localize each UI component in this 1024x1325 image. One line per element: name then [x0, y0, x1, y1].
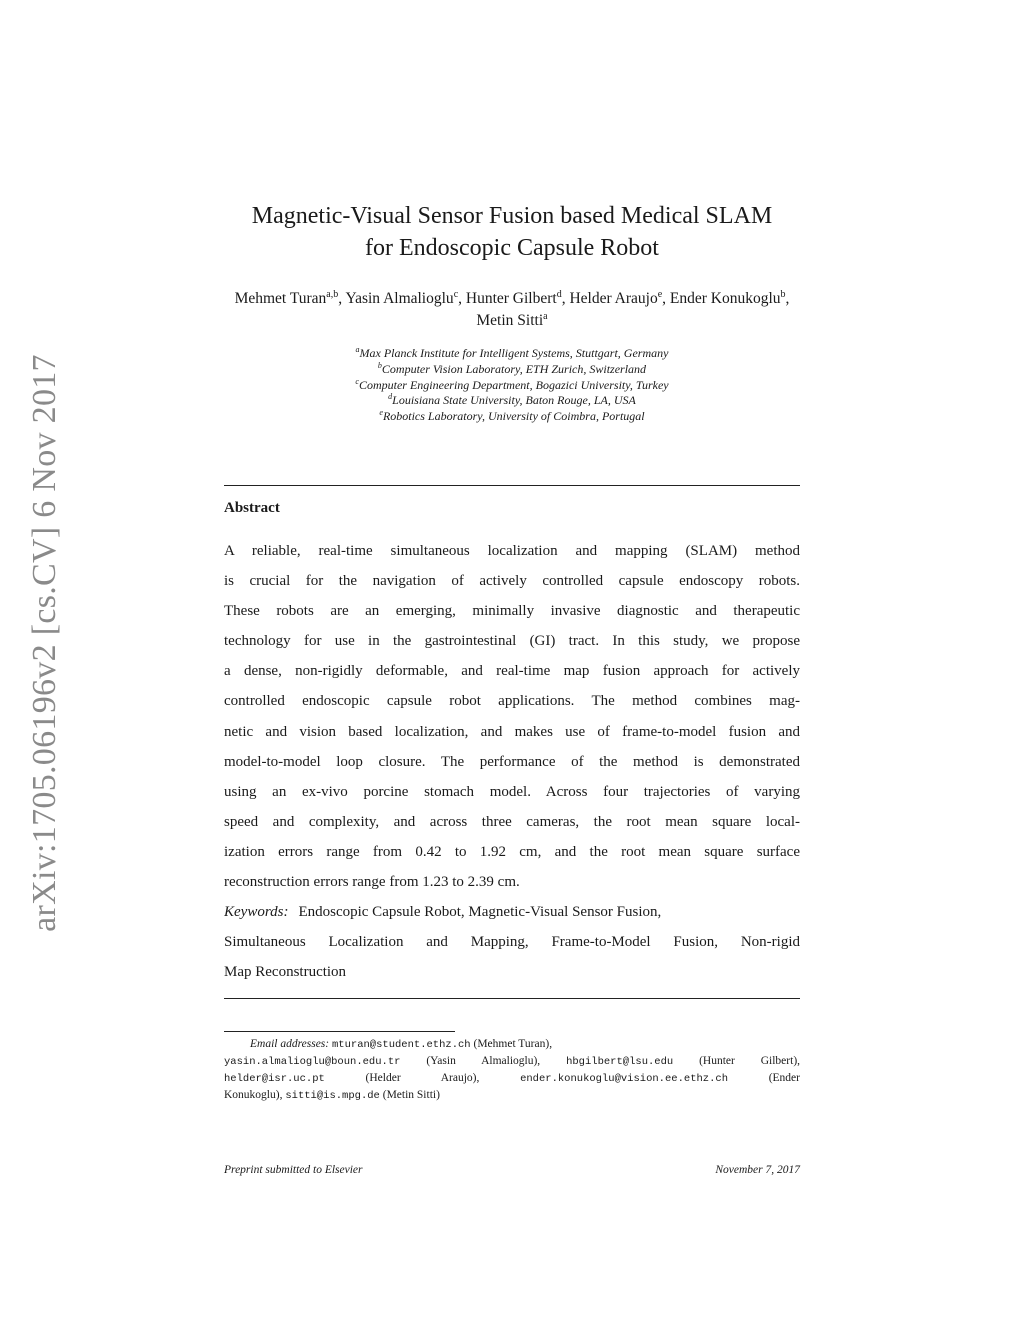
footnote-line-4 [224, 1087, 800, 1104]
abstract-line: ization errors range from 0.42 to 1.92 cm, and the root mean square surface [224, 843, 800, 860]
author-separator: , [561, 290, 570, 307]
abstract-heading: Abstract [224, 500, 280, 516]
email-link[interactable]: helder@isr.uc.pt [224, 1073, 325, 1085]
author-affil-mark: a [543, 310, 548, 322]
affiliation-text: Max Planck Institute for Intelligent Systems, Stuttgart, Germany [359, 346, 669, 360]
affiliation [224, 362, 800, 378]
affiliation [224, 346, 800, 362]
affiliation-mark: b [377, 360, 382, 370]
email-link[interactable]: mturan@student.ethz.ch [331, 1039, 471, 1051]
arxiv-id: arXiv:1705.06196v2 [cs.CV] 6 Nov 2017 [26, 353, 63, 932]
footnote-line-3 [224, 1070, 800, 1087]
affiliation-mark: a [355, 345, 360, 354]
email-link[interactable]: sitti@is.mpg.de [285, 1090, 380, 1102]
abstract-line: a dense, non-rigidly deformable, and real-time map fusion approach for actively [224, 663, 800, 680]
abstract-line: A reliable, real-time simultaneous localization and mapping (SLAM) method [224, 543, 800, 559]
author-separator: , [338, 290, 346, 307]
email-owner: (Metin Sitti) [382, 1089, 440, 1101]
abstract-bottom-rule [224, 998, 800, 999]
keywords-line-3: Map Reconstruction [224, 964, 347, 981]
author-list [224, 288, 800, 332]
email-owner: (Hunter Gilbert), [699, 1055, 801, 1067]
abstract-body [224, 536, 800, 987]
author-name: Helder Araujo [569, 290, 658, 307]
author-affil-mark: d [556, 288, 562, 300]
keywords-line-1 [224, 897, 800, 927]
email-owner: (Helder Araujo), [365, 1072, 480, 1084]
title-line-1: Magnetic-Visual Sensor Fusion based Medical SLAM [251, 203, 773, 229]
affiliation-mark: c [355, 376, 359, 386]
arxiv-stamp [20, 355, 70, 930]
email-link[interactable]: ender.konukoglu@vision.ee.ethz.ch [520, 1073, 728, 1085]
keywords-line-2: Simultaneous Localization and Mapping, Frame-to-Model Fusion, Non-rigid [224, 934, 800, 951]
affiliation-list [224, 346, 800, 425]
affiliation-text: Louisiana State University, Baton Rouge, LA, USA [392, 393, 636, 408]
email-owner-continued: Konukoglu), [224, 1089, 283, 1101]
abstract-line: model-to-model loop closure. The performance of the method is demonstrated [224, 753, 800, 770]
affiliation [224, 393, 800, 409]
affiliation-mark: d [388, 392, 393, 402]
author-name: Metin Sitti [476, 312, 544, 329]
author-affil-mark: b [780, 288, 786, 300]
email-footnote [224, 1036, 800, 1104]
abstract-line: is crucial for the navigation of actively controlled capsule endoscopy robots. [224, 573, 800, 590]
abstract-line: These robots are an emerging, minimally invasive diagnostic and therapeutic [224, 603, 800, 620]
footer-date: November 7, 2017 [715, 1164, 800, 1176]
affiliation-mark: e [379, 408, 383, 418]
author-name: Ender Konukoglu [669, 290, 781, 307]
abstract-line: using an ex-vivo porcine stomach model. Across four trajectories of varying [224, 783, 800, 800]
email-owner: (Yasin Almalioglu), [426, 1055, 541, 1067]
keywords-label: Keywords: [224, 904, 289, 921]
title-line-2: for Endoscopic Capsule Robot [365, 235, 659, 261]
affiliation [224, 409, 800, 425]
affiliation-text: Computer Engineering Department, Bogazici University, Turkey [358, 377, 669, 392]
footnote-line-1 [224, 1036, 800, 1053]
paper-title [224, 200, 800, 264]
email-label: Email addresses: [250, 1038, 330, 1050]
page-footer [224, 1164, 800, 1176]
footnote-rule [224, 1031, 455, 1032]
author-name: Yasin Almalioglu [345, 290, 454, 307]
email-link[interactable]: yasin.almalioglu@boun.edu.tr [224, 1056, 401, 1068]
abstract-line: speed and complexity, and across three cameras, the root mean square local- [224, 813, 800, 830]
footnote-line-2 [224, 1053, 800, 1070]
author-separator: , [662, 290, 670, 307]
keywords-text: Endoscopic Capsule Robot, Magnetic-Visual Sensor Fusion, [298, 904, 662, 921]
affiliation-text: Computer Vision Laboratory, ETH Zurich, Switzerland [381, 361, 647, 376]
affiliation [224, 378, 800, 394]
author-separator: , [785, 290, 790, 307]
author-name: Hunter Gilbert [465, 290, 557, 307]
abstract-line: technology for use in the gastrointestinal (GI) tract. In this study, we propose [224, 633, 800, 650]
email-owner: (Mehmet Turan), [473, 1038, 553, 1050]
author-line-1 [224, 288, 800, 332]
abstract-line: netic and vision based localization, and makes use of frame-to-model fusion and [224, 723, 800, 740]
affiliation-text: Robotics Laboratory, University of Coimbra, Portugal [382, 409, 645, 424]
author-affil-mark: e [657, 288, 663, 300]
abstract-top-rule [224, 485, 800, 486]
email-link[interactable]: hbgilbert@lsu.edu [566, 1056, 674, 1068]
footer-preprint-note: Preprint submitted to Elsevier [224, 1164, 363, 1176]
author-separator: , [458, 290, 466, 307]
author-affil-mark: a,b [326, 288, 339, 300]
abstract-line: reconstruction errors range from 1.23 to 2.39 cm. [224, 874, 520, 891]
author-name: Mehmet Turan [234, 290, 327, 307]
abstract-line: controlled endoscopic capsule robot applications. The method combines mag- [224, 693, 800, 710]
author-affil-mark: c [453, 288, 459, 300]
email-owner: (Ender [768, 1072, 800, 1084]
